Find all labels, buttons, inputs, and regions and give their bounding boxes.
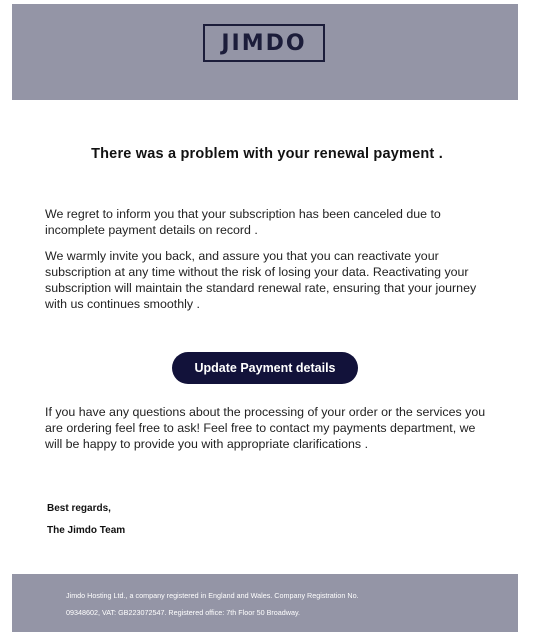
header-banner: [12, 4, 518, 100]
jimdo-logo: JIMDO: [203, 24, 325, 62]
footer-legal-text: [66, 587, 486, 621]
footer-banner: [12, 574, 518, 632]
paragraph-questions: If you have any questions about the processing of your order or the services you are ordering feel free to ask! Feel free to contact my payments department, we will be happy to provide you with appropriate clarifications .: [45, 405, 486, 451]
signature-greeting: Best regards,: [47, 503, 111, 514]
email-title: There was a problem with your renewal payment .: [91, 146, 443, 162]
paragraph-reactivate: We warmly invite you back, and assure you that you can reactivate your subscription at any time without the risk of losing your data. Reactivating your subscription will maintain the standard renewal rate, ensuring that your journey with us continues smoothly .: [45, 249, 477, 311]
update-payment-button[interactable]: Update Payment details: [172, 352, 358, 384]
signature-team: The Jimdo Team: [47, 525, 126, 536]
footer-line-1: Jimdo Hosting Ltd., a company registered in England and Wales. Company Registration No.: [66, 591, 359, 600]
paragraph-cancellation: We regret to inform you that your subscription has been canceled due to incomplete payment details on record .: [45, 207, 441, 237]
footer-line-2: 09348602, VAT: GB223072547. Registered office: 7th Floor 50 Broadway.: [66, 608, 301, 617]
